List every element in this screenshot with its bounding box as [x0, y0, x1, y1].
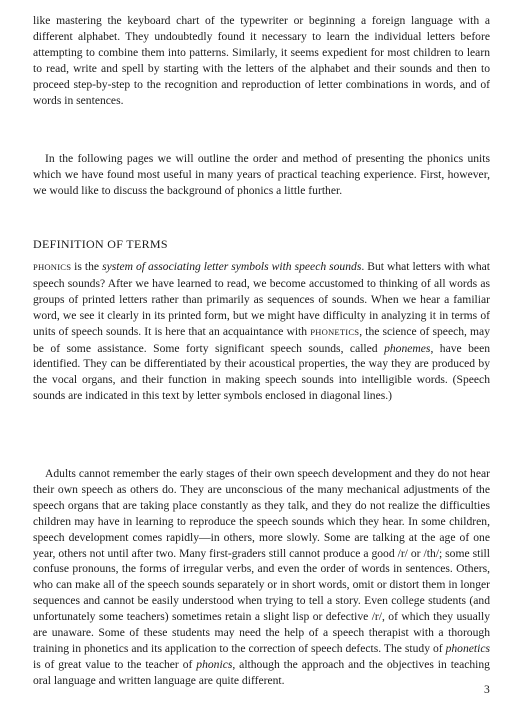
text-segment: is the	[71, 260, 103, 273]
text-segment: , have been identified. They can be differentiated by their acoustical properties, the way they are produced by the vocal organs, and their function in making speech sounds into intelligible words. (Speech sounds are indicated in this text by letter symbols enclosed in diagonal lines.)	[33, 341, 491, 403]
page-number: 3	[484, 683, 490, 696]
paragraph-phonics-definition	[33, 259, 490, 404]
italic-definition: system of associating letter symbols with speech sounds	[102, 260, 362, 273]
italic-phonemes: phonemes	[384, 341, 431, 355]
text-segment: . But what letters with what speech sounds? After we have learned to read, we become accustomed to thinking of all words as groups of printed letters rather than primarily as sequences of sounds. When we hear a familiar word, we see it clearly in its printed form, but we might have difficulty in analyzing it in terms of units of speech sounds. It is here that an acquaintance with	[33, 260, 490, 338]
italic-phonics: phonics	[196, 657, 233, 671]
paragraph-alphabet-learning: like mastering the keyboard chart of the typewriter or beginning a foreign language with a different alphabet. They undoubtedly found it necessary to learn the individual letters before attempting to combine them into patterns. Similarly, it seems expedient for most children to learn to read, write and spell by starting with the letters of the alphabet and their sounds and then to proceed step-by-step to the recognition and reproduction of letter combinations in words, and of words in sentences.	[33, 14, 490, 107]
term-phonics: PHONICS	[33, 262, 72, 272]
text-segment: is of great value to the teacher of	[33, 657, 197, 671]
paragraph-following-pages: In the following pages we will outline the order and method of presenting the phonics units which we have found most useful in many years of practical teaching experience. First, however, we would like to discuss the background of phonics a little further.	[33, 152, 490, 197]
text-segment: Adults cannot remember the early stages of their own speech development and they do not hear their own speech as others do. They are unconscious of the many mechanical adjustments of the speech organs that are taking place constantly as they talk, and they do not realize the difficulties children may have in learning to reproduce the speech sounds which they hear. In some children, speech development comes rapidly—in others, more slowly. Some are talking at the age of one year, others not until after two. Many first-graders still cannot produce a good /r/ or /th/; some still confuse pronouns, the forms of irregular verbs, and even the order of words in sentences. Others, who can make all of the speech sounds separately or in short words, omit or distort them in longer sequences and cannot be easily understood when trying to tell a story. Even college students (and unfortunately some teachers) sometimes retain a slight lisp or defective /r/, of which they usually are unaware. Some of these students may need the help of a speech therapist with a thorough training in phonetics and its application to the correction of speech defects. The study of	[33, 467, 490, 655]
italic-phonetics: phonetics	[445, 641, 490, 655]
text-segment: , although the approach and the objectives in teaching oral language and written language are quite different.	[33, 657, 490, 687]
text-segment: , the science of speech, may be of some assistance. Some forty significant speech sounds, called	[33, 324, 491, 355]
term-phonetics: PHONETICS	[310, 326, 360, 337]
paragraph-adults-speech	[33, 466, 490, 689]
section-heading: DEFINITION OF TERMS	[33, 237, 168, 251]
